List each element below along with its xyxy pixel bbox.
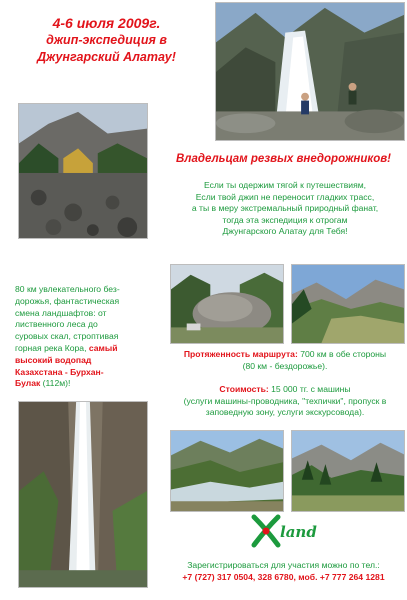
intro-line: а ты в меру экстремальный природный фанат,: [191, 203, 379, 214]
photo-mountain-river: [170, 430, 284, 512]
xland-logo: [250, 513, 330, 549]
intro-text: [165, 180, 405, 238]
contact-phones[interactable]: +7 (727) 317 0504, 328 6780, моб. +7 777 264 1281: [182, 571, 385, 582]
cost-details: заповедную зону, услуги экскурсовода).: [205, 407, 365, 417]
route-description: [15, 284, 150, 390]
x-flower-logo-icon: [250, 513, 330, 549]
route-length-value: 700 км в обе стороны: [300, 349, 387, 359]
photo-boulder: [170, 264, 284, 344]
photo-tall-waterfall: [18, 401, 148, 588]
photo-mountain-valley: [291, 264, 405, 344]
intro-line: тогда эта экспедиция к отрогам: [222, 214, 348, 225]
headline: Владельцам резвых внедорожников!: [175, 153, 392, 165]
contact-label: Зарегистрироваться для участия можно по тел.:: [187, 560, 380, 570]
description-line: Булак (112м)!: [15, 378, 71, 389]
description-highlight: Казахстана - Бурхан-: [15, 366, 104, 377]
description-line: лиственного леса до: [15, 319, 98, 330]
description-line: 80 км увлекательного без-: [15, 284, 120, 294]
event-title: джип-экспедиция в: [46, 33, 167, 47]
photo-forest-valley: [291, 430, 405, 512]
photo-waterfall-with-people: [215, 2, 405, 141]
cost: [165, 384, 405, 419]
description-line: дорожья, фантастическая: [15, 295, 120, 306]
route-length-label: Протяженность маршрута:: [183, 349, 298, 359]
cost-details: (услуги машины-проводника, "техпички", пропуск в: [183, 395, 387, 406]
logo-text: land: [280, 523, 317, 541]
description-highlight: высокий водопад: [15, 354, 92, 365]
route-offroad: (80 км - бездорожье).: [242, 360, 328, 371]
title-block: [4, 14, 209, 66]
description-line: горная река Кора, самый: [15, 342, 118, 353]
intro-line: Если ты одержим тягой к путешествиям,: [203, 180, 367, 190]
cost-label: Стоимость:: [219, 384, 269, 394]
intro-line: Джунгарского Алатау для Тебя!: [222, 226, 348, 237]
photo-rocky-slope: [18, 103, 148, 239]
event-date: 4-6 июля 2009г.: [52, 15, 161, 31]
cost-value: 15 000 тг. с машины: [271, 384, 351, 394]
contact-info: [160, 560, 407, 583]
description-line: смена ландшафтов: от: [15, 307, 107, 318]
intro-line: Если твой джип не переносит гладких трасс,: [195, 191, 375, 202]
event-destination: Джунгарский Алатау!: [37, 50, 176, 64]
description-line: суровых скал, строптивая: [15, 331, 119, 342]
route-length: [165, 349, 405, 372]
